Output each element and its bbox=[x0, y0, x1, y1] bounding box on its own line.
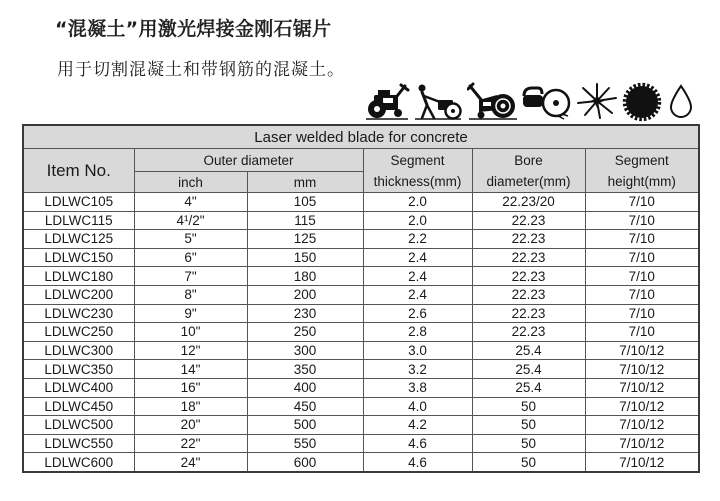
spec-table bbox=[22, 124, 700, 473]
table-row bbox=[23, 193, 699, 212]
table-row bbox=[23, 304, 699, 323]
inch-cell: 18" bbox=[134, 397, 247, 416]
bore-diameter-cell: 22.23 bbox=[472, 267, 585, 286]
inch-header: inch bbox=[134, 172, 247, 193]
page-title: “混凝土”用激光焊接金刚石锯片 bbox=[55, 18, 332, 40]
bore-diameter-cell: 22.23 bbox=[472, 248, 585, 267]
segment-thickness-cell: 4.2 bbox=[363, 416, 472, 435]
outer-diameter-header: Outer diameter bbox=[134, 149, 363, 172]
table-body bbox=[23, 193, 699, 472]
bore-diameter-cell: 22.23 bbox=[472, 211, 585, 230]
mm-cell: 180 bbox=[247, 267, 363, 286]
segment-height-cell: 7/10 bbox=[585, 248, 699, 267]
mm-cell: 350 bbox=[247, 360, 363, 379]
header-line: Segment bbox=[390, 152, 445, 168]
item-number-cell: LDLWC250 bbox=[23, 323, 134, 342]
segment-thickness-cell: 4.6 bbox=[363, 453, 472, 472]
header-line: diameter(mm) bbox=[486, 173, 571, 189]
item-number-cell: LDLWC115 bbox=[23, 211, 134, 230]
mm-cell: 550 bbox=[247, 434, 363, 453]
bore-diameter-cell: 50 bbox=[472, 453, 585, 472]
segment-thickness-cell: 2.6 bbox=[363, 304, 472, 323]
segment-thickness-cell: 3.0 bbox=[363, 341, 472, 360]
mm-cell: 300 bbox=[247, 341, 363, 360]
segment-height-cell: 7/10/12 bbox=[585, 434, 699, 453]
table-row bbox=[23, 453, 699, 472]
table-row bbox=[23, 323, 699, 342]
inch-cell: 9" bbox=[134, 304, 247, 323]
inch-cell: 10" bbox=[134, 323, 247, 342]
segment-thickness-cell: 3.8 bbox=[363, 378, 472, 397]
bore-diameter-cell: 25.4 bbox=[472, 378, 585, 397]
segment-height-cell: 7/10 bbox=[585, 304, 699, 323]
item-number-cell: LDLWC600 bbox=[23, 453, 134, 472]
segment-thickness-cell: 2.8 bbox=[363, 323, 472, 342]
inch-cell: 6" bbox=[134, 248, 247, 267]
bore-diameter-cell: 25.4 bbox=[472, 360, 585, 379]
segment-height-cell: 7/10 bbox=[585, 230, 699, 249]
table-row bbox=[23, 211, 699, 230]
bore-diameter-cell: 50 bbox=[472, 397, 585, 416]
table-row bbox=[23, 397, 699, 416]
inch-cell: 5" bbox=[134, 230, 247, 249]
segment-thickness-cell: 2.0 bbox=[363, 211, 472, 230]
bore-diameter-header bbox=[472, 149, 585, 193]
table-header bbox=[23, 125, 699, 193]
inch-cell: 20" bbox=[134, 416, 247, 435]
table-row bbox=[23, 341, 699, 360]
header-line: height(mm) bbox=[607, 173, 676, 189]
item-number-cell: LDLWC350 bbox=[23, 360, 134, 379]
page-subtitle: 用于切割混凝土和带钢筋的混凝土。 bbox=[57, 60, 345, 80]
bore-diameter-cell: 22.23 bbox=[472, 323, 585, 342]
inch-cell: 22" bbox=[134, 434, 247, 453]
table-row bbox=[23, 248, 699, 267]
mm-cell: 400 bbox=[247, 378, 363, 397]
bore-diameter-cell: 50 bbox=[472, 434, 585, 453]
item-number-cell: LDLWC300 bbox=[23, 341, 134, 360]
header-line: Segment bbox=[614, 152, 669, 168]
table-row bbox=[23, 285, 699, 304]
segment-thickness-cell: 2.4 bbox=[363, 248, 472, 267]
segment-height-cell: 7/10/12 bbox=[585, 397, 699, 416]
segment-height-cell: 7/10 bbox=[585, 323, 699, 342]
application-icons bbox=[362, 82, 696, 122]
segment-height-cell: 7/10 bbox=[585, 285, 699, 304]
segment-thickness-cell: 2.2 bbox=[363, 230, 472, 249]
mm-header: mm bbox=[247, 172, 363, 193]
mm-cell: 500 bbox=[247, 416, 363, 435]
item-number-cell: LDLWC450 bbox=[23, 397, 134, 416]
item-number-cell: LDLWC550 bbox=[23, 434, 134, 453]
mm-cell: 115 bbox=[247, 211, 363, 230]
header-line: Bore bbox=[514, 152, 543, 168]
segment-height-cell: 7/10 bbox=[585, 193, 699, 212]
segment-height-cell: 7/10/12 bbox=[585, 416, 699, 435]
table-row bbox=[23, 360, 699, 379]
bore-diameter-cell: 25.4 bbox=[472, 341, 585, 360]
item-number-cell: LDLWC200 bbox=[23, 285, 134, 304]
inch-cell: 8" bbox=[134, 285, 247, 304]
mm-cell: 200 bbox=[247, 285, 363, 304]
segment-thickness-cell: 2.4 bbox=[363, 267, 472, 286]
segment-height-cell: 7/10/12 bbox=[585, 378, 699, 397]
inch-cell: 24" bbox=[134, 453, 247, 472]
inch-cell: 4¹/2" bbox=[134, 211, 247, 230]
segment-height-header bbox=[585, 149, 699, 193]
bore-diameter-cell: 22.23 bbox=[472, 304, 585, 323]
bore-diameter-cell: 22.23 bbox=[472, 285, 585, 304]
mm-cell: 250 bbox=[247, 323, 363, 342]
saw-blade-icon bbox=[622, 82, 662, 122]
inch-cell: 14" bbox=[134, 360, 247, 379]
item-number-cell: LDLWC500 bbox=[23, 416, 134, 435]
segment-height-cell: 7/10/12 bbox=[585, 360, 699, 379]
walk-behind-saw-icon bbox=[467, 82, 519, 120]
table-row bbox=[23, 378, 699, 397]
inch-cell: 4" bbox=[134, 193, 247, 212]
segment-height-cell: 7/10/12 bbox=[585, 453, 699, 472]
segment-height-cell: 7/10/12 bbox=[585, 341, 699, 360]
segment-height-cell: 7/10 bbox=[585, 211, 699, 230]
item-number-cell: LDLWC125 bbox=[23, 230, 134, 249]
segment-height-cell: 7/10 bbox=[585, 267, 699, 286]
item-no-header: Item No. bbox=[23, 149, 134, 193]
header-row bbox=[23, 149, 699, 172]
inch-cell: 7" bbox=[134, 267, 247, 286]
bore-diameter-cell: 22.23 bbox=[472, 230, 585, 249]
table-row bbox=[23, 230, 699, 249]
mm-cell: 125 bbox=[247, 230, 363, 249]
segment-thickness-cell: 4.6 bbox=[363, 434, 472, 453]
bore-diameter-cell: 50 bbox=[472, 416, 585, 435]
mm-cell: 450 bbox=[247, 397, 363, 416]
item-number-cell: LDLWC180 bbox=[23, 267, 134, 286]
table-caption: Laser welded blade for concrete bbox=[23, 125, 699, 149]
segment-thickness-cell: 2.0 bbox=[363, 193, 472, 212]
segment-thickness-cell: 4.0 bbox=[363, 397, 472, 416]
item-number-cell: LDLWC230 bbox=[23, 304, 134, 323]
segment-thickness-cell: 2.4 bbox=[363, 285, 472, 304]
mm-cell: 600 bbox=[247, 453, 363, 472]
table-row bbox=[23, 416, 699, 435]
item-number-cell: LDLWC400 bbox=[23, 378, 134, 397]
header-line: thickness(mm) bbox=[373, 173, 462, 189]
item-number-cell: LDLWC105 bbox=[23, 193, 134, 212]
caption-row bbox=[23, 125, 699, 149]
operator-saw-icon bbox=[413, 82, 463, 120]
mm-cell: 230 bbox=[247, 304, 363, 323]
mm-cell: 105 bbox=[247, 193, 363, 212]
floor-saw-icon bbox=[364, 82, 410, 120]
inch-cell: 12" bbox=[134, 341, 247, 360]
bore-diameter-cell: 22.23/20 bbox=[472, 193, 585, 212]
segment-thickness-cell: 3.2 bbox=[363, 360, 472, 379]
table-row bbox=[23, 267, 699, 286]
spark-icon bbox=[576, 82, 618, 120]
handheld-cutter-icon bbox=[520, 82, 572, 120]
segment-thickness-header bbox=[363, 149, 472, 193]
inch-cell: 16" bbox=[134, 378, 247, 397]
table-row bbox=[23, 434, 699, 453]
water-drop-icon bbox=[668, 84, 694, 120]
mm-cell: 150 bbox=[247, 248, 363, 267]
item-number-cell: LDLWC150 bbox=[23, 248, 134, 267]
